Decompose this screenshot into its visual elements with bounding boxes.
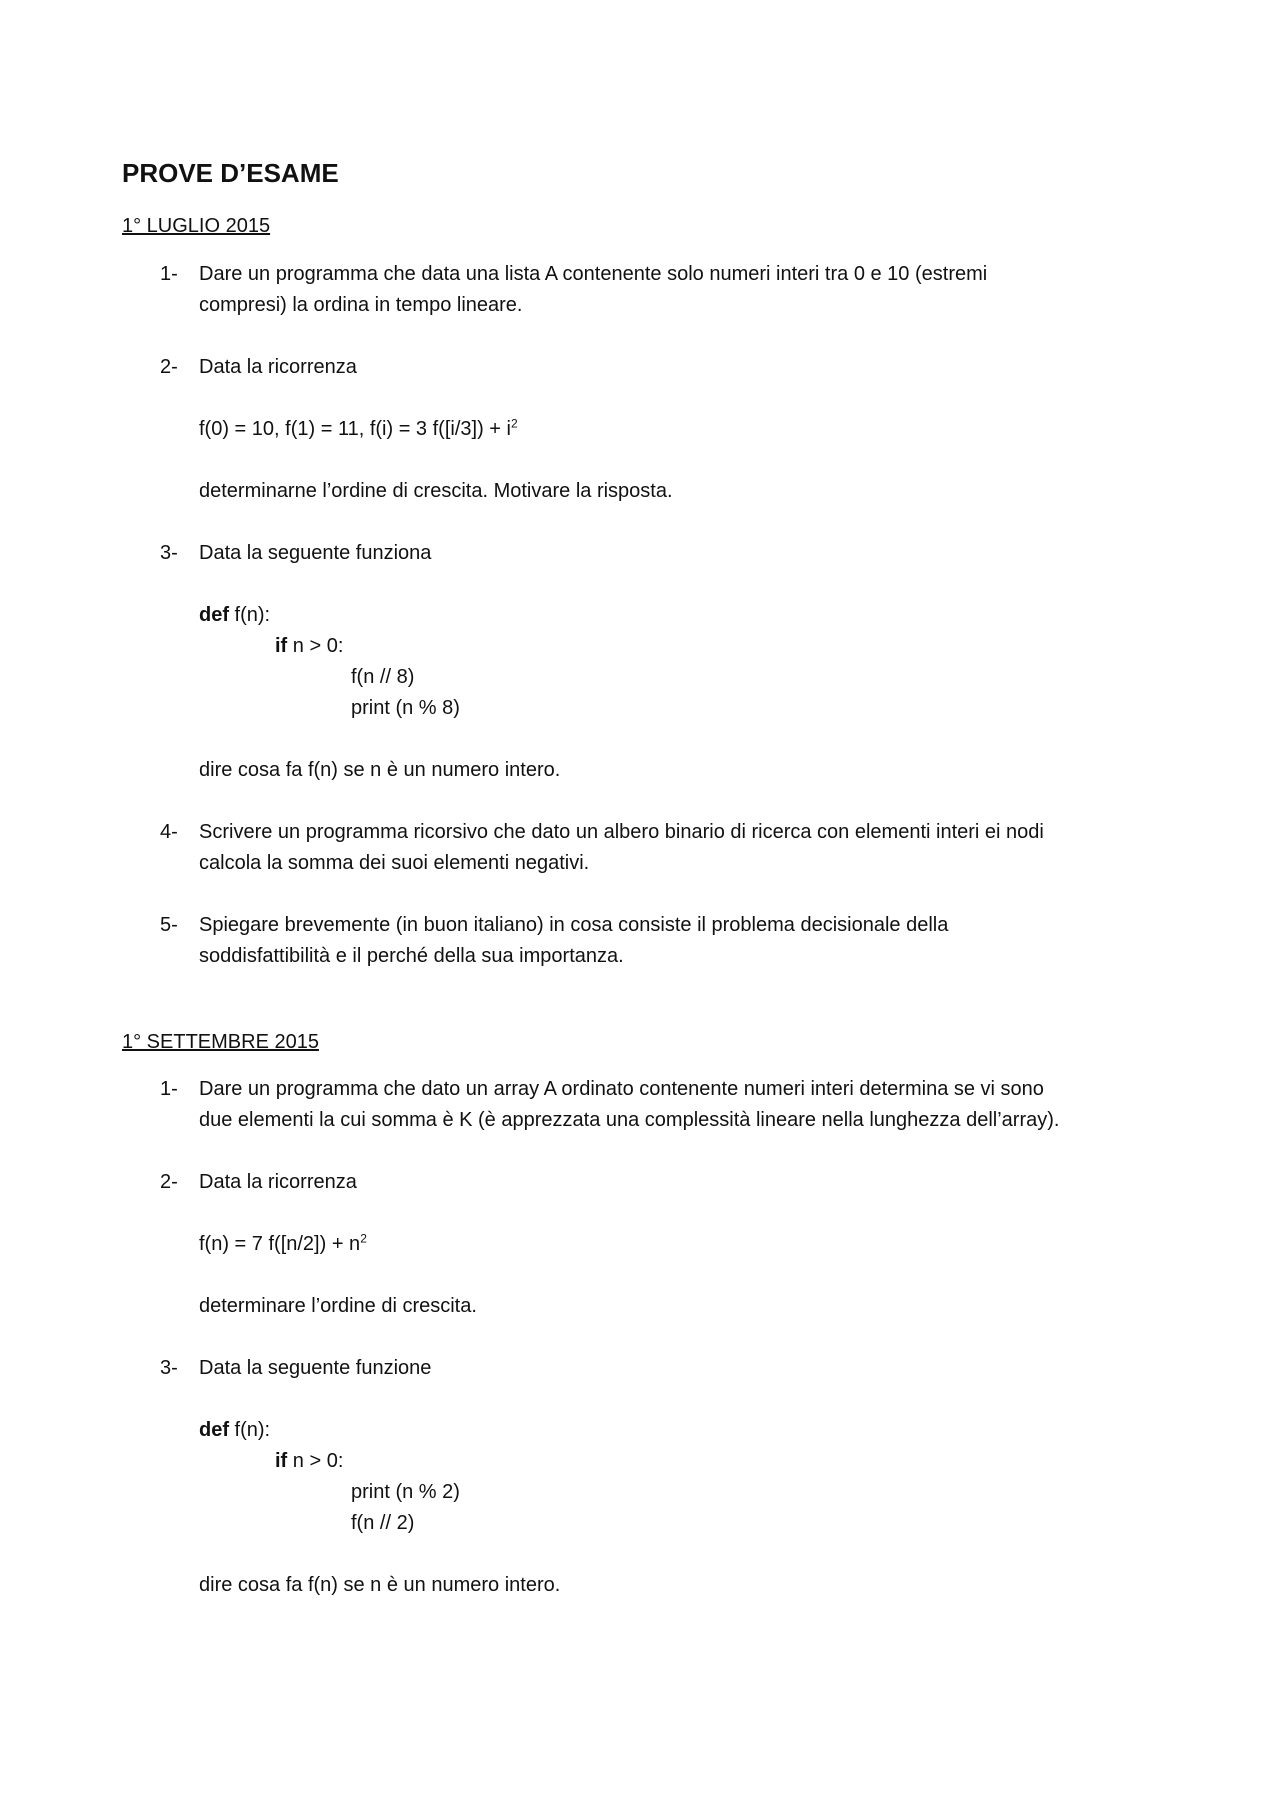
code-line-body: f(n // 8) (351, 666, 415, 688)
question-text-line: dire cosa fa f(n) se n è un numero intero. (199, 1574, 561, 1596)
question-text-line: Dare un programma che data una lista A contenente solo numeri interi tra 0 e 10 (estremi (199, 263, 988, 285)
section-date-settembre: 1° SETTEMBRE 2015 (122, 1031, 319, 1053)
code-line-body: f(n // 2) (351, 1512, 415, 1534)
code-keyword: def (199, 604, 229, 626)
section-date-luglio: 1° LUGLIO 2015 (122, 215, 271, 237)
question-text-line: Spiegare brevemente (in buon italiano) in cosa consiste il problema decisionale della (199, 914, 949, 936)
formula-text: f(0) = 10, f(1) = 11, f(i) = 3 f([i/3]) + i (199, 418, 511, 440)
question-number: 3- (160, 1357, 178, 1379)
recurrence-formula (199, 1229, 367, 1260)
question-number: 2- (160, 1171, 178, 1193)
code-keyword: if (275, 635, 288, 657)
question-text-line: Data la ricorrenza (199, 1171, 357, 1193)
question-text-line: Dare un programma che dato un array A ordinato contenente numeri interi determina se vi sono (199, 1078, 1044, 1100)
question-number: 1- (160, 263, 178, 285)
code-text: f(n): (229, 1419, 271, 1441)
question-text-line: soddisfattibilità e il perché della sua importanza. (199, 945, 624, 967)
page-title: PROVE D’ESAME (122, 158, 339, 188)
question-text-line: dire cosa fa f(n) se n è un numero intero. (199, 759, 561, 781)
code-text: f(n): (229, 604, 271, 626)
question-number: 3- (160, 542, 178, 564)
code-line-def (199, 600, 270, 631)
code-line-body: print (n % 8) (351, 697, 460, 719)
code-text: n > 0: (287, 635, 344, 657)
code-line-if (275, 1446, 343, 1477)
code-text: n > 0: (287, 1450, 344, 1472)
code-keyword: def (199, 1419, 229, 1441)
code-line-body: print (n % 2) (351, 1481, 460, 1503)
formula-text: f(n) = 7 f([n/2]) + n (199, 1233, 361, 1255)
question-text-line: Data la seguente funzione (199, 1357, 432, 1379)
question-number: 2- (160, 356, 178, 378)
question-number: 1- (160, 1078, 178, 1100)
question-text-line: Data la ricorrenza (199, 356, 357, 378)
code-line-if (275, 631, 343, 662)
question-text-line: Data la seguente funziona (199, 542, 432, 564)
question-text-line: determinare l’ordine di crescita. (199, 1295, 477, 1317)
formula-exponent: 2 (360, 1231, 367, 1246)
code-keyword: if (275, 1450, 288, 1472)
question-text-line: compresi) la ordina in tempo lineare. (199, 294, 523, 316)
question-number: 4- (160, 821, 178, 843)
question-text-line: due elementi la cui somma è K (è apprezzata una complessità lineare nella lunghezza dell’array). (199, 1109, 1060, 1131)
code-line-def (199, 1415, 270, 1446)
question-text-line: calcola la somma dei suoi elementi negativi. (199, 852, 590, 874)
question-text-line: Scrivere un programma ricorsivo che dato un albero binario di ricerca con elementi interi ei nodi (199, 821, 1044, 843)
formula-exponent: 2 (510, 416, 518, 431)
recurrence-formula (199, 414, 518, 445)
question-number: 5- (160, 914, 178, 936)
question-text-line: determinarne l’ordine di crescita. Motivare la risposta. (199, 480, 673, 502)
